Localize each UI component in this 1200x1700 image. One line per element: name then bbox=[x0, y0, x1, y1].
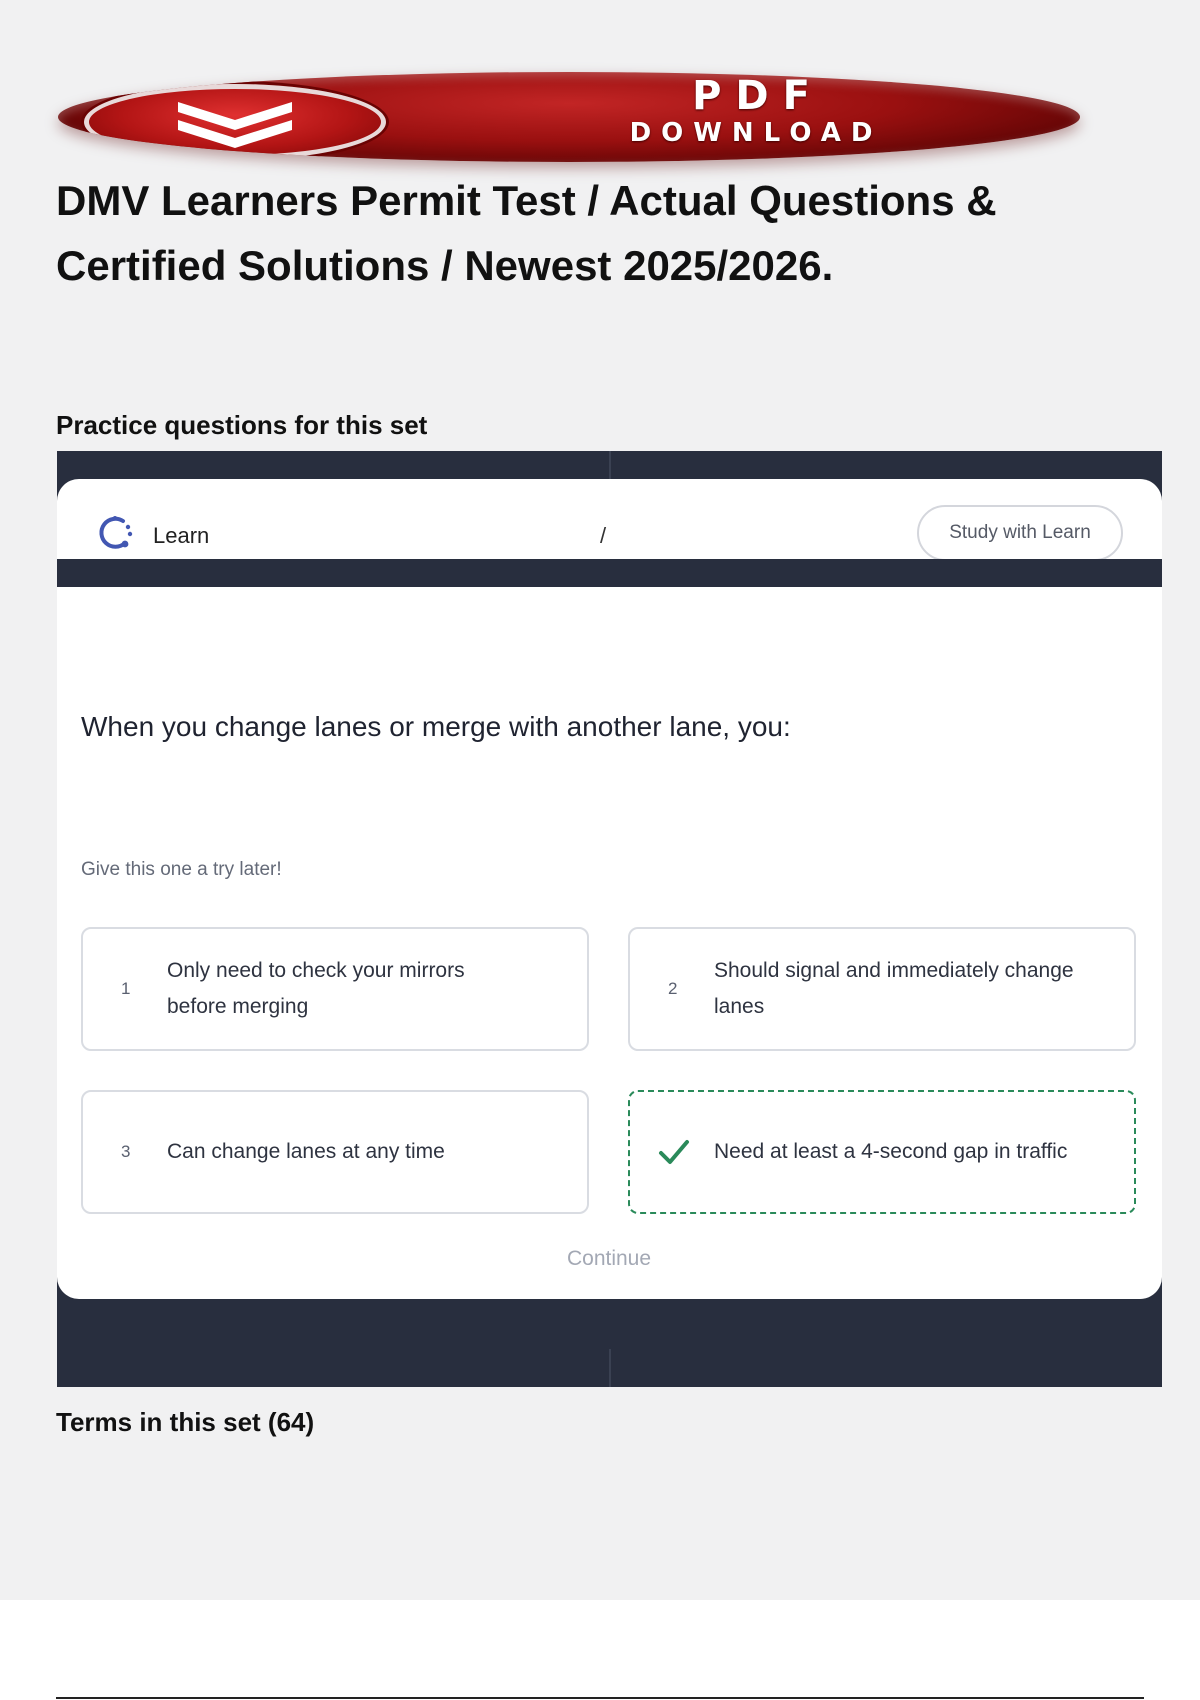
download-chevron-badge bbox=[84, 84, 386, 160]
question-card bbox=[57, 587, 1162, 1299]
frame-divider bbox=[609, 1349, 611, 1387]
terms-heading: Terms in this set (64) bbox=[56, 1407, 315, 1437]
banner-download-text: DOWNLOAD bbox=[629, 118, 883, 148]
continue-button[interactable]: Continue bbox=[509, 1239, 709, 1279]
widget-header bbox=[57, 479, 1162, 559]
answer-option-1[interactable] bbox=[81, 927, 589, 1051]
checkmark-icon bbox=[656, 1134, 692, 1170]
option-text: Can change lanes at any time bbox=[167, 1140, 445, 1163]
learn-widget bbox=[57, 451, 1162, 1387]
hint-text: Give this one a try later! bbox=[81, 859, 282, 880]
header-band bbox=[57, 559, 1162, 587]
banner-pdf-text: PDF bbox=[692, 73, 824, 119]
header-separator: / bbox=[600, 523, 607, 548]
option-number: 1 bbox=[121, 979, 131, 998]
answer-option-2[interactable] bbox=[628, 927, 1136, 1051]
study-with-learn-button[interactable]: Study with Learn bbox=[917, 505, 1123, 561]
option-number: 3 bbox=[121, 1142, 131, 1161]
chevron-down-icon bbox=[160, 96, 310, 148]
question-text: When you change lanes or merge with another lane, you: bbox=[81, 711, 791, 742]
learn-mode-icon bbox=[95, 513, 135, 553]
option-number: 2 bbox=[668, 979, 678, 998]
document-title: DMV Learners Permit Test / Actual Questions & Certified Solutions / Newest 2025/2026. bbox=[56, 177, 997, 289]
pdf-download-banner[interactable] bbox=[58, 72, 1080, 162]
answer-option-4-correct[interactable] bbox=[628, 1090, 1136, 1214]
practice-questions-heading: Practice questions for this set bbox=[56, 410, 428, 440]
frame-divider bbox=[609, 451, 611, 479]
footer-divider bbox=[56, 1697, 1144, 1699]
option-text: Should signal and immediately change lanes bbox=[714, 959, 1074, 1018]
answer-option-3[interactable] bbox=[81, 1090, 589, 1214]
learn-mode-label: Learn bbox=[153, 523, 210, 548]
option-text: Only need to check your mirrors before merging bbox=[167, 959, 465, 1018]
option-text: Need at least a 4-second gap in traffic bbox=[714, 1140, 1068, 1163]
